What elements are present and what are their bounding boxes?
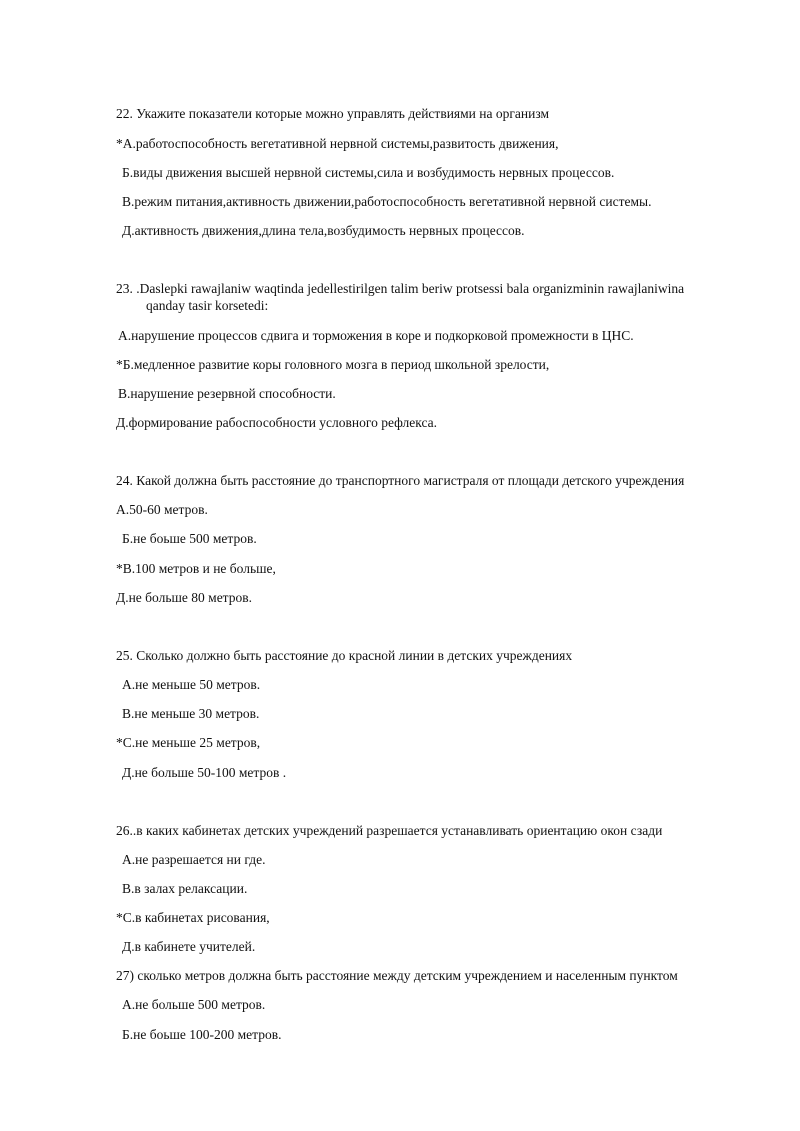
question-22-option-d: Д.активность движения,длина тела,возбудимость нервных процессов. [122, 223, 525, 238]
question-26: 26..в каких кабинетах детских учреждений разрешается устанавливать ориентацию окон сзади [116, 823, 663, 838]
question-22-option-a: *А.работоспособность вегетативной нервной системы,развитость движения, [116, 136, 559, 151]
question-22-option-c: В.режим питания,активность движении,работоспособность вегетативной нервной системы. [122, 194, 652, 209]
question-26-option-d: Д.в кабинете учителей. [122, 939, 256, 954]
question-23-option-c: В.нарушение резервной способности. [118, 386, 336, 401]
question-27-option-a: А.не больше 500 метров. [122, 997, 266, 1012]
question-24-option-c: *В.100 метров и не больше, [116, 561, 276, 576]
question-24: 24. Какой должна быть расстояние до транспортного магистраля от площади детского учреждения [116, 473, 685, 488]
question-24-option-a: А.50-60 метров. [116, 502, 208, 517]
question-24-option-b: Б.не боьше 500 метров. [122, 531, 257, 546]
question-24-option-d: Д.не больше 80 метров. [116, 590, 252, 605]
question-26-option-c: *С.в кабинетах рисования, [116, 910, 270, 925]
question-23-option-d: Д.формирование рабоспособности условного рефлекса. [116, 415, 438, 430]
question-23-line-2: qanday tasir korsetedi: [146, 298, 269, 313]
question-22: 22. Укажите показатели которые можно управлять действиями на организм [116, 106, 550, 121]
question-25: 25. Сколько должно быть расстояние до красной линии в детских учреждениях [116, 648, 573, 663]
question-25-option-c: *С.не меньше 25 метров, [116, 735, 261, 750]
question-25-option-a: А.не меньше 50 метров. [122, 677, 261, 692]
question-27: 27) сколько метров должна быть расстояние между детским учреждением и населенным пунктом [116, 968, 678, 983]
question-23-option-b: *Б.медленное развитие коры головного мозга в период школьной зрелости, [116, 357, 550, 372]
question-23-option-a: А.нарушение процессов сдвига и торможения в коре и подкорковой промежности в ЦНС. [118, 328, 634, 343]
question-23-line-1: 23. .Daslepki rawajlaniw waqtinda jedellestirilgen talim beriw protsessi bala organizminin rawajlaniwina [116, 281, 685, 296]
question-25-option-b: В.не меньше 30 метров. [122, 706, 260, 721]
question-26-option-b: В.в залах релаксации. [122, 881, 248, 896]
question-22-option-b: Б.виды движения высшей нервной системы,сила и возбудимость нервных процессов. [122, 165, 615, 180]
question-27-option-b: Б.не боьше 100-200 метров. [122, 1027, 282, 1042]
question-25-option-d: Д.не больше 50-100 метров . [122, 765, 287, 780]
question-26-option-a: А.не разрешается ни где. [122, 852, 266, 867]
